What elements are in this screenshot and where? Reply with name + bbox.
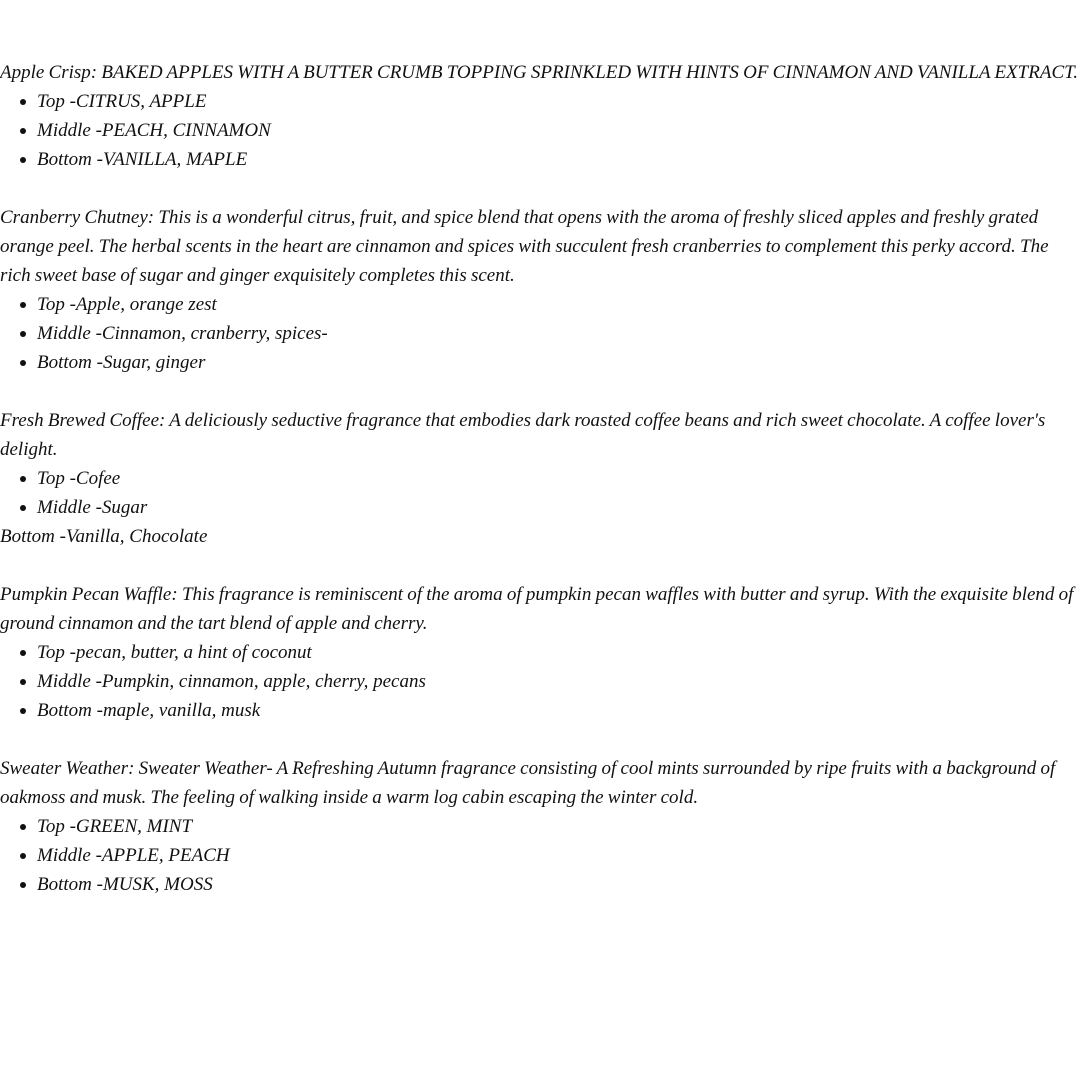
fragrance-notes-document: [0, 58, 1080, 928]
fragrance-description: Sweater Weather: Sweater Weather- A Refreshing Autumn fragrance consisting of cool mints surrounded by ripe fruits with a background of oakmoss and musk. The feeling of walking inside a warm log cabin escaping the winter cold.: [0, 758, 1056, 808]
scent-note-top: Top -pecan, butter, a hint of coconut: [37, 638, 1080, 667]
fragrance-description: Fresh Brewed Coffee: A deliciously seductive fragrance that embodies dark roasted coffee beans and rich sweet chocolate. A coffee lover's delight.: [0, 410, 1046, 460]
scent-notes-list: [0, 464, 1080, 522]
scent-note-top: Top -Cofee: [37, 464, 1080, 493]
fragrance-description: Apple Crisp: BAKED APPLES WITH A BUTTER CRUMB TOPPING SPRINKLED WITH HINTS OF CINNAMON AND VANILLA EXTRACT.: [0, 62, 1079, 83]
fragrance-section-apple-crisp: [0, 58, 1080, 174]
scent-note-middle: Middle -APPLE, PEACH: [37, 841, 1080, 870]
scent-note-top: Top -GREEN, MINT: [37, 812, 1080, 841]
scent-note-bottom: Bottom -Sugar, ginger: [37, 348, 1080, 377]
scent-note-middle: Middle -Pumpkin, cinnamon, apple, cherry, pecans: [37, 667, 1080, 696]
scent-note-bottom: Bottom -MUSK, MOSS: [37, 870, 1080, 899]
scent-note-top: Top -CITRUS, APPLE: [37, 87, 1080, 116]
scent-note-top: Top -Apple, orange zest: [37, 290, 1080, 319]
scent-notes-list: [0, 812, 1080, 899]
fragrance-description: Pumpkin Pecan Waffle: This fragrance is reminiscent of the aroma of pumpkin pecan waffles with butter and syrup. With the exquisite blend of ground cinnamon and the tart blend of apple and cherry.: [0, 584, 1074, 634]
scent-notes-list: [0, 638, 1080, 725]
scent-note-bottom: Bottom -VANILLA, MAPLE: [37, 145, 1080, 174]
scent-note-bottom-unbulleted: Bottom -Vanilla, Chocolate: [0, 526, 208, 547]
fragrance-section-fresh-brewed-coffee: [0, 406, 1080, 551]
scent-note-middle: Middle -Sugar: [37, 493, 1080, 522]
scent-notes-list: [0, 87, 1080, 174]
fragrance-description: Cranberry Chutney: This is a wonderful citrus, fruit, and spice blend that opens with the aroma of freshly sliced apples and freshly grated orange peel. The herbal scents in the heart are cinnamon and spices with succulent fresh cranberries to complement this perky accord. The rich sweet base of sugar and ginger exquisitely completes this scent.: [0, 207, 1049, 286]
scent-note-middle: Middle -PEACH, CINNAMON: [37, 116, 1080, 145]
fragrance-section-cranberry-chutney: [0, 203, 1080, 377]
fragrance-section-pumpkin-pecan-waffle: [0, 580, 1080, 725]
scent-note-bottom: Bottom -maple, vanilla, musk: [37, 696, 1080, 725]
fragrance-section-sweater-weather: [0, 754, 1080, 899]
scent-note-middle: Middle -Cinnamon, cranberry, spices-: [37, 319, 1080, 348]
scent-notes-list: [0, 290, 1080, 377]
